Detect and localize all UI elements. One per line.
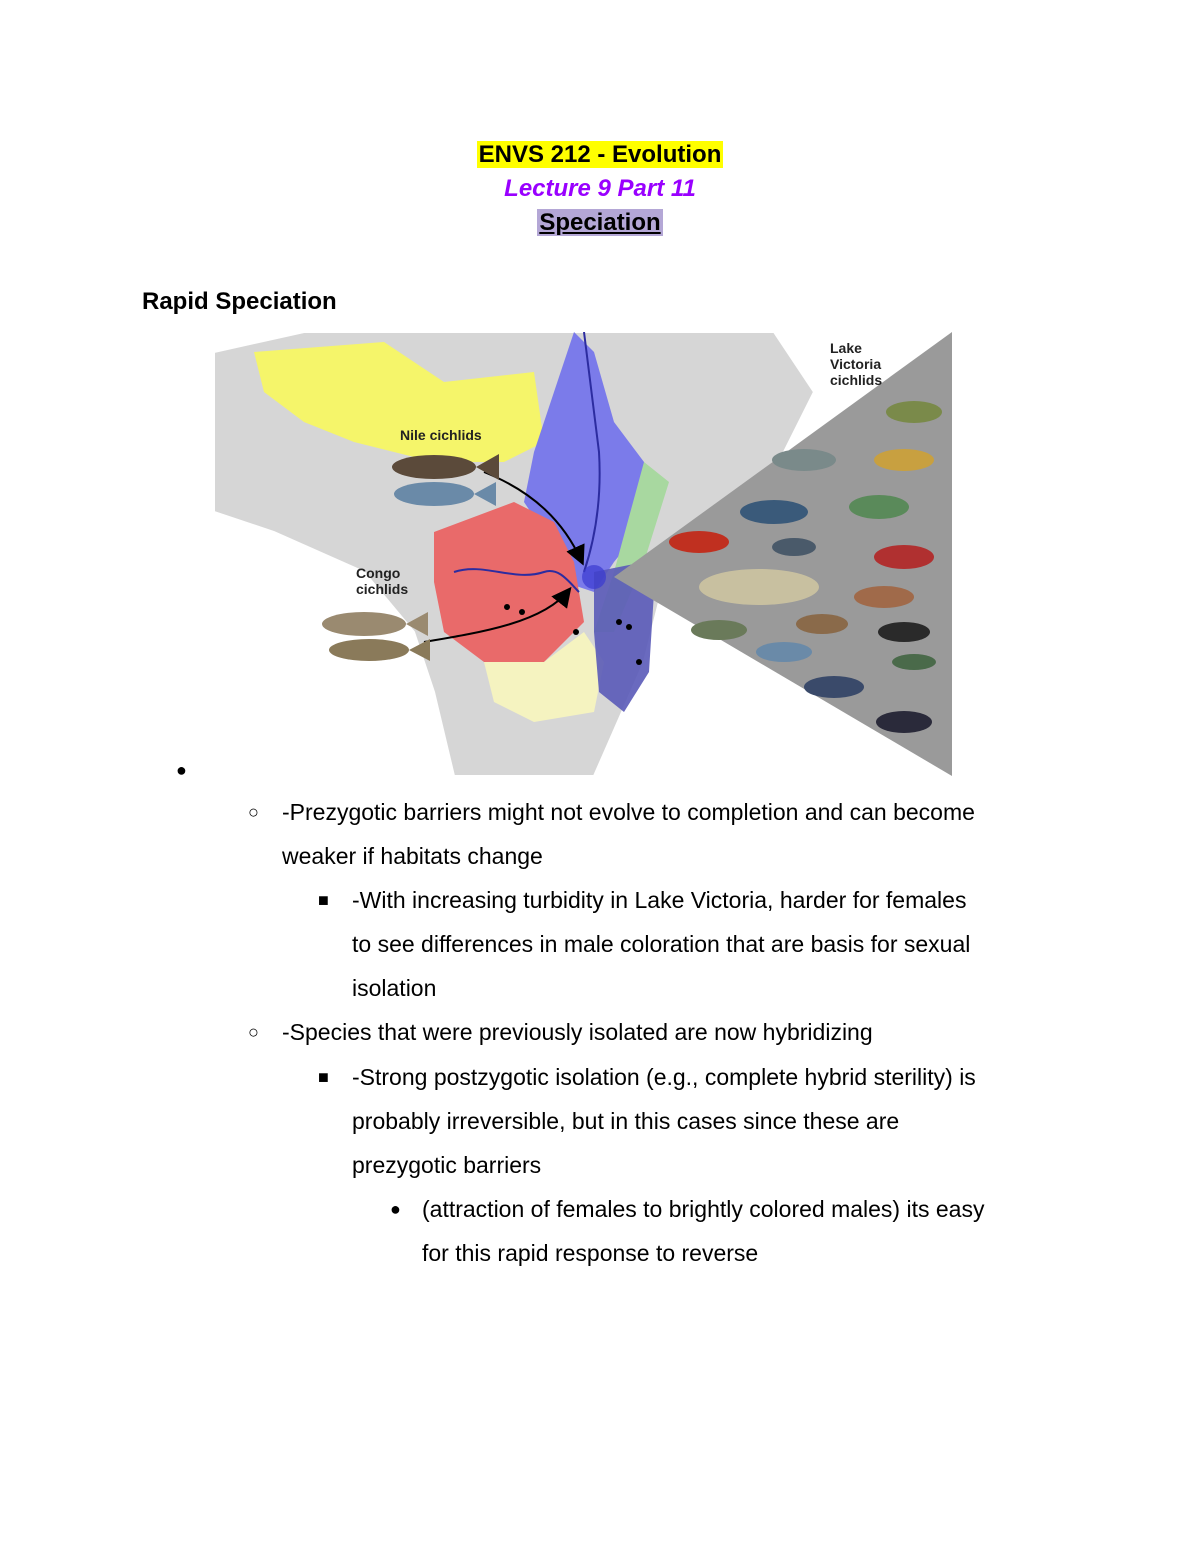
list-item-line: weaker if habitats change [282, 843, 543, 869]
disc-bullet-icon: ● [390, 1199, 401, 1219]
site-dot [636, 659, 642, 665]
victoria-label-line2: Victoria [830, 356, 882, 372]
course-title: ENVS 212 - Evolution [478, 141, 722, 168]
section-heading: Rapid Speciation [142, 288, 337, 315]
list-item-line: to see differences in male coloration that are basis for sexual [352, 931, 971, 957]
congo-label-line1: Congo [356, 565, 401, 581]
circle-bullet-icon: ○ [248, 802, 259, 822]
topic-title: Speciation [539, 209, 661, 236]
site-dot [626, 624, 632, 630]
list-item-line: (attraction of females to brightly colored males) its easy [422, 1196, 985, 1222]
square-bullet-icon: ■ [318, 1067, 329, 1087]
congo-label-line2: cichlids [356, 581, 409, 597]
nile-label: Nile cichlids [400, 427, 482, 443]
title-block [0, 138, 1200, 240]
lake-victoria-marker [582, 565, 606, 589]
list-item-line: prezygotic barriers [352, 1152, 542, 1178]
list-item-line: -Prezygotic barriers might not evolve to completion and can become [282, 799, 975, 825]
list-item-line: -Species that were previously isolated are now hybridizing [282, 1019, 873, 1045]
africa-map [214, 332, 952, 776]
square-bullet-icon: ■ [318, 890, 329, 910]
list-item-line: isolation [352, 975, 437, 1001]
victoria-label-line1: Lake [830, 340, 862, 356]
list-item-line: probably irreversible, but in this cases since these are [352, 1108, 900, 1134]
site-dot [519, 609, 525, 615]
list-item-line: for this rapid response to reverse [422, 1240, 759, 1266]
circle-bullet-icon: ○ [248, 1022, 259, 1042]
site-dot [573, 629, 579, 635]
list-item-line: -Strong postzygotic isolation (e.g., complete hybrid sterility) is [352, 1064, 976, 1090]
site-dot [616, 619, 622, 625]
list-item-line: -With increasing turbidity in Lake Victoria, harder for females [352, 887, 967, 913]
victoria-label-line3: cichlids [830, 372, 883, 388]
cichlid-map-figure [214, 332, 952, 776]
lecture-subtitle: Lecture 9 Part 11 [504, 175, 696, 202]
empty-bullet: ● [176, 760, 187, 780]
site-dot [504, 604, 510, 610]
